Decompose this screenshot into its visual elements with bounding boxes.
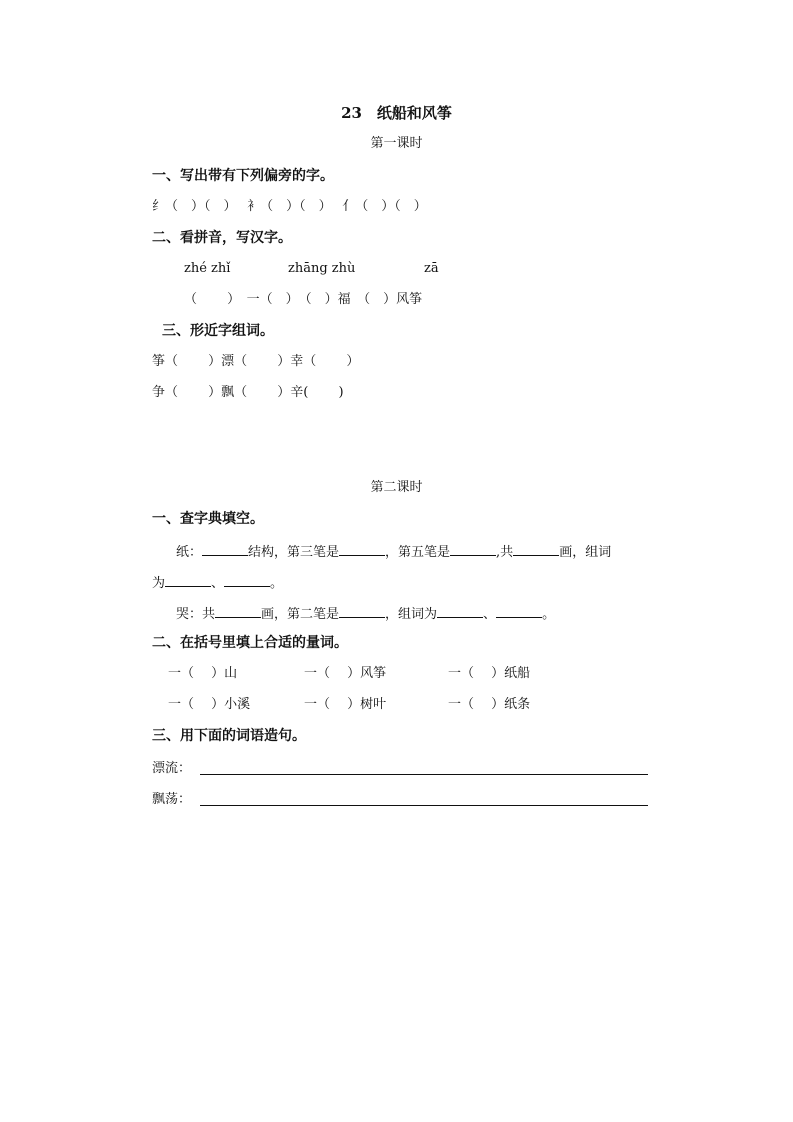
dictionary-zhi-line: 纸： 结构，第三笔是 ，第五笔是 ,共 画，组词	[176, 541, 611, 562]
blank-ku-second-stroke[interactable]	[339, 603, 385, 618]
sentence-line-piaoliu[interactable]	[200, 774, 648, 775]
blank-word-1[interactable]	[165, 572, 211, 587]
lesson-1-question-1-title: 一、写出带有下列偏旁的字。	[152, 168, 334, 184]
page-title: 23 纸船和风筝	[341, 104, 452, 122]
measure-word-3: 一（ ）纸船	[448, 666, 531, 681]
blank-stroke-count[interactable]	[513, 541, 559, 556]
similar-char-row-1: 筝（ ）漂（ ）幸（ ）	[152, 354, 360, 369]
sentence-label-piaoliu: 漂流：	[152, 761, 192, 776]
lesson-1-question-3-title: 三、形近字组词。	[162, 323, 274, 339]
blank-fifth-stroke[interactable]	[450, 541, 496, 556]
lesson-2-question-2-title: 二、在括号里填上合适的量词。	[152, 635, 348, 651]
lesson-2-question-3-title: 三、用下面的词语造句。	[152, 728, 306, 744]
measure-word-2: 一（ ）风筝	[304, 666, 387, 681]
blank-structure[interactable]	[202, 541, 248, 556]
pinyin-3: zā	[424, 261, 439, 276]
measure-word-1: 一（ ）山	[168, 666, 238, 681]
lesson-2-question-1-title: 一、查字典填空。	[152, 511, 264, 527]
measure-word-5: 一（ ）树叶	[304, 697, 387, 712]
pinyin-1: zhé zhǐ	[184, 261, 231, 276]
dictionary-wei-line: 为 、 。	[152, 572, 283, 593]
lesson-2-heading: 第二课时	[370, 480, 423, 495]
blank-word-2[interactable]	[224, 572, 270, 587]
lesson-1-heading: 第一课时	[370, 136, 423, 151]
pinyin-answer-line: （ ） 一（ ） （ ）福 （ ）风筝	[184, 292, 423, 307]
similar-char-row-2: 争（ ）飘（ ）辛( )	[152, 385, 344, 400]
measure-word-4: 一（ ）小溪	[168, 697, 251, 712]
sentence-line-piaodang[interactable]	[200, 805, 648, 806]
pinyin-2: zhāng zhù	[288, 261, 356, 276]
blank-ku-word-2[interactable]	[496, 603, 542, 618]
lesson-1-question-2-title: 二、看拼音，写汉字。	[152, 230, 292, 246]
blank-ku-word-1[interactable]	[437, 603, 483, 618]
sentence-label-piaodang: 飘荡：	[152, 792, 192, 807]
radical-answer-line: 纟（ ）（ ） 衤（ ）（ ） 亻（ ）（ ）	[152, 199, 427, 214]
dictionary-ku-line: 哭：共 画，第二笔是 ，组词为 、 。	[176, 603, 555, 624]
blank-ku-stroke-count[interactable]	[215, 603, 261, 618]
blank-third-stroke[interactable]	[339, 541, 385, 556]
measure-word-6: 一（ ）纸条	[448, 697, 531, 712]
